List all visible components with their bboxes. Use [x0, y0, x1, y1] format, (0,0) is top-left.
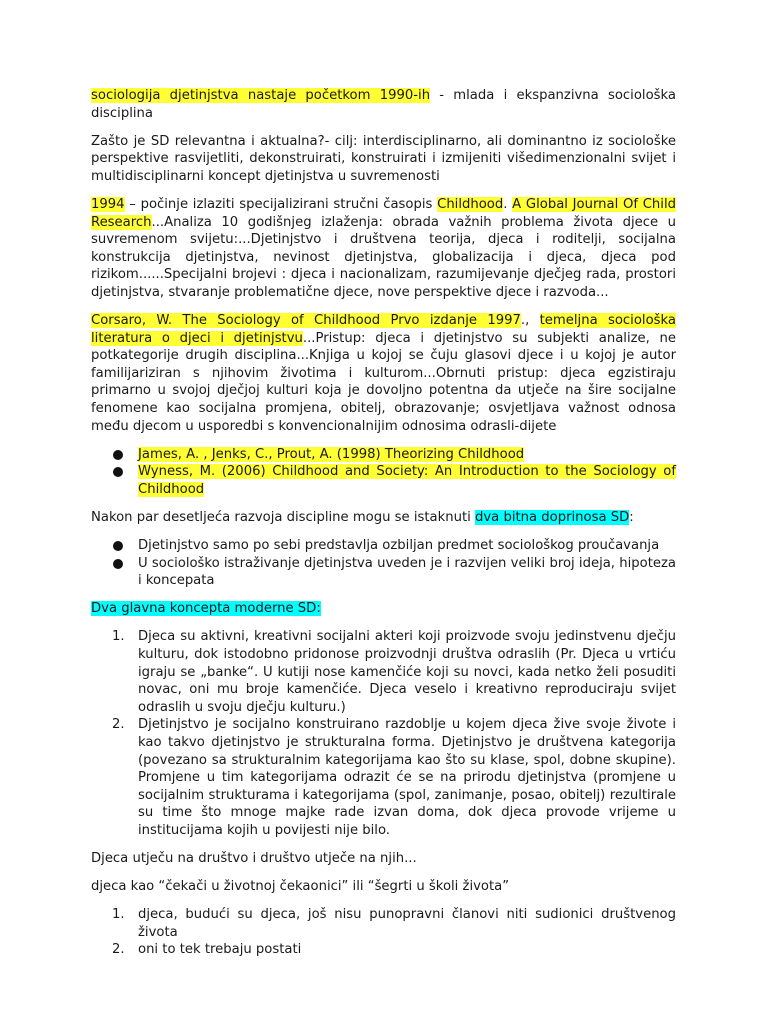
paragraph-text: - mlada i ekspanzivna sociološka disciplina — [91, 88, 676, 121]
list-item-text: Djetinjstvo samo po sebi predstavlja ozbiljan predmet sociološkog proučavanja — [138, 538, 660, 554]
list-item — [91, 941, 676, 959]
paragraph-text: – počinje izlaziti specijalizirani stručni časopis — [124, 196, 438, 212]
paragraph-text: . — [503, 196, 513, 212]
highlight-reference: Wyness, M. (2006) Childhood and Society: An Introduction to the Sociology of Childhood — [138, 464, 676, 497]
concepts-list — [91, 628, 676, 839]
highlight-year: 1994 — [91, 196, 125, 212]
highlight-journal-subtitle: A Global Journal Of Child Research — [91, 196, 676, 230]
list-item-text: djeca, budući su djeca, još nisu punopravni članovi niti sudionici društvenog života — [138, 907, 676, 940]
highlight-reference: Corsaro, W. The Sociology of Childhood Prvo izdanje 1997 — [91, 313, 521, 329]
list-number: 2. — [112, 942, 125, 958]
paragraph-waiting-room: djeca kao “čekači u životnoj čekaonici” ili “šegrti u školi života” — [91, 879, 510, 895]
bullet-icon — [113, 450, 123, 460]
paragraph-concepts-heading — [91, 600, 676, 618]
list-item — [91, 716, 676, 839]
bullet-icon — [113, 467, 123, 477]
paragraph-text: ...Analiza 10 godišnjeg izlaženja: obrada važnih problema života djece u suvremenom svijetu:...Djetinjstvo i društvena teorija, djeca i roditelji, socijalna konstrukcija djetinjstva, nevinost djetinjstva, globalizacija i djeca, djeca pod rizikom......Specijalni brojevi : djeca i nacionalizam, razumijevanje dječjeg rada, prostori djetinjstva, stvaranje problematične djece, nove perspektive djece i razvoda... — [91, 214, 676, 300]
paragraph-text: ...Pristup: djeca i djetinjstvo su subjekti analize, ne potkategorije drugih disciplina...Knjiga u kojoj se čuju glasovi djece i u kojoj je autor familijariziran s njihovim životima i kulturom...Obrnuti pristup: djeca egzistiraju primarno u svojoj dječjoj kulturi koja je dovoljno potentna da utječe na šire socijalne fenomene kao socijalna promjena, obitelj, obrazovanje; osvjetljava važnost odnosa među djecom u usporedbi s konvencionalnijim odnosima odrasli-dijete — [91, 330, 676, 434]
document-page — [91, 87, 676, 970]
list-number: 1. — [112, 907, 125, 923]
list-item — [91, 463, 676, 498]
contributions-list — [91, 537, 676, 590]
highlight-contributions: dva bitna doprinosa SD — [475, 509, 630, 525]
paragraph-text: : — [629, 509, 634, 525]
list-item — [91, 906, 676, 941]
reference-list — [91, 446, 676, 499]
list-item-text: Djeca su aktivni, kreativni socijalni akteri koji proizvode svoju jedinstvenu dječju kulturu, dok istodobno pridonose proizvodnji društva odraslih (Pr. Djeca u vrtiću igraju se „banke“. U kutiji nose kamenčiće koji su novci, kada netko želi posuditi novac, oni mu broje kamenčiće. Djeca veselo i kreativno reproduciraju svijet odraslih u svoju dječju kulturu.) — [138, 629, 676, 715]
paragraph-contributions-intro — [91, 509, 676, 527]
highlight-literature: temeljna sociološka literatura o djeci i djetinjstvu — [91, 313, 676, 346]
bullet-icon — [113, 559, 123, 569]
highlight-concepts-heading: Dva glavna koncepta moderne SD: — [91, 601, 321, 617]
paragraph-text: Nakon par desetljeća razvoja discipline mogu se istaknuti — [91, 509, 475, 525]
highlight-reference: James, A. , Jenks, C., Prout, A. (1998) Theorizing Childhood — [138, 446, 525, 462]
list-item-text: oni to tek trebaju postati — [138, 942, 302, 958]
list-number: 2. — [112, 717, 125, 733]
paragraph-text: ., — [520, 313, 540, 329]
paragraph-relevance: Zašto je SD relevantna i aktualna?- cilj: interdisciplinarno, ali dominantno iz sociološke perspektive rasvijetliti, dekonstruirati, konstruirati i izmijeniti višedimenzionalni svijet i multidisciplinarni koncept djetinjstva u suvremenosti — [91, 133, 676, 184]
paragraph-corsaro — [91, 312, 676, 435]
list-item-text: U sociološko istraživanje djetinjstva uveden je i razvijen veliki broj ideja, hipoteza i koncepata — [138, 555, 676, 589]
highlight-text: sociologija djetinjstva nastaje početkom 1990-ih — [91, 88, 431, 103]
list-item — [91, 446, 676, 464]
list-item-text: Djetinjstvo je socijalno konstruirano razdoblje u kojem djeca žive svoje živote i kao takvo djetinjstvo je strukturalna forma. Djetinjstvo je društvena kategorija (povezano sa strukturalnim kategorijama kao što su klase, spol, dobne skupine). Promjene u tim kategorijama odrazit će se na prirodu djetinjstva (promjene u socijalnim strukturama i kategorijama (spol, zanimanje, posao, obitelj) rezultirale su time što mnoge majke rade izvan doma, dok djeca provode vrijeme u institucijama kojih u povijesti nije bilo. — [138, 717, 676, 838]
paragraph-intro — [91, 87, 676, 122]
final-list — [91, 906, 676, 959]
paragraph-influence: Djeca utječu na društvo i društvo utječe na njih... — [91, 851, 417, 867]
list-item — [91, 628, 676, 716]
list-number: 1. — [112, 629, 125, 645]
paragraph-journal — [91, 196, 676, 302]
bullet-icon — [113, 541, 123, 551]
highlight-journal-title: Childhood — [437, 196, 504, 212]
list-item — [91, 537, 676, 555]
list-item — [91, 555, 676, 590]
